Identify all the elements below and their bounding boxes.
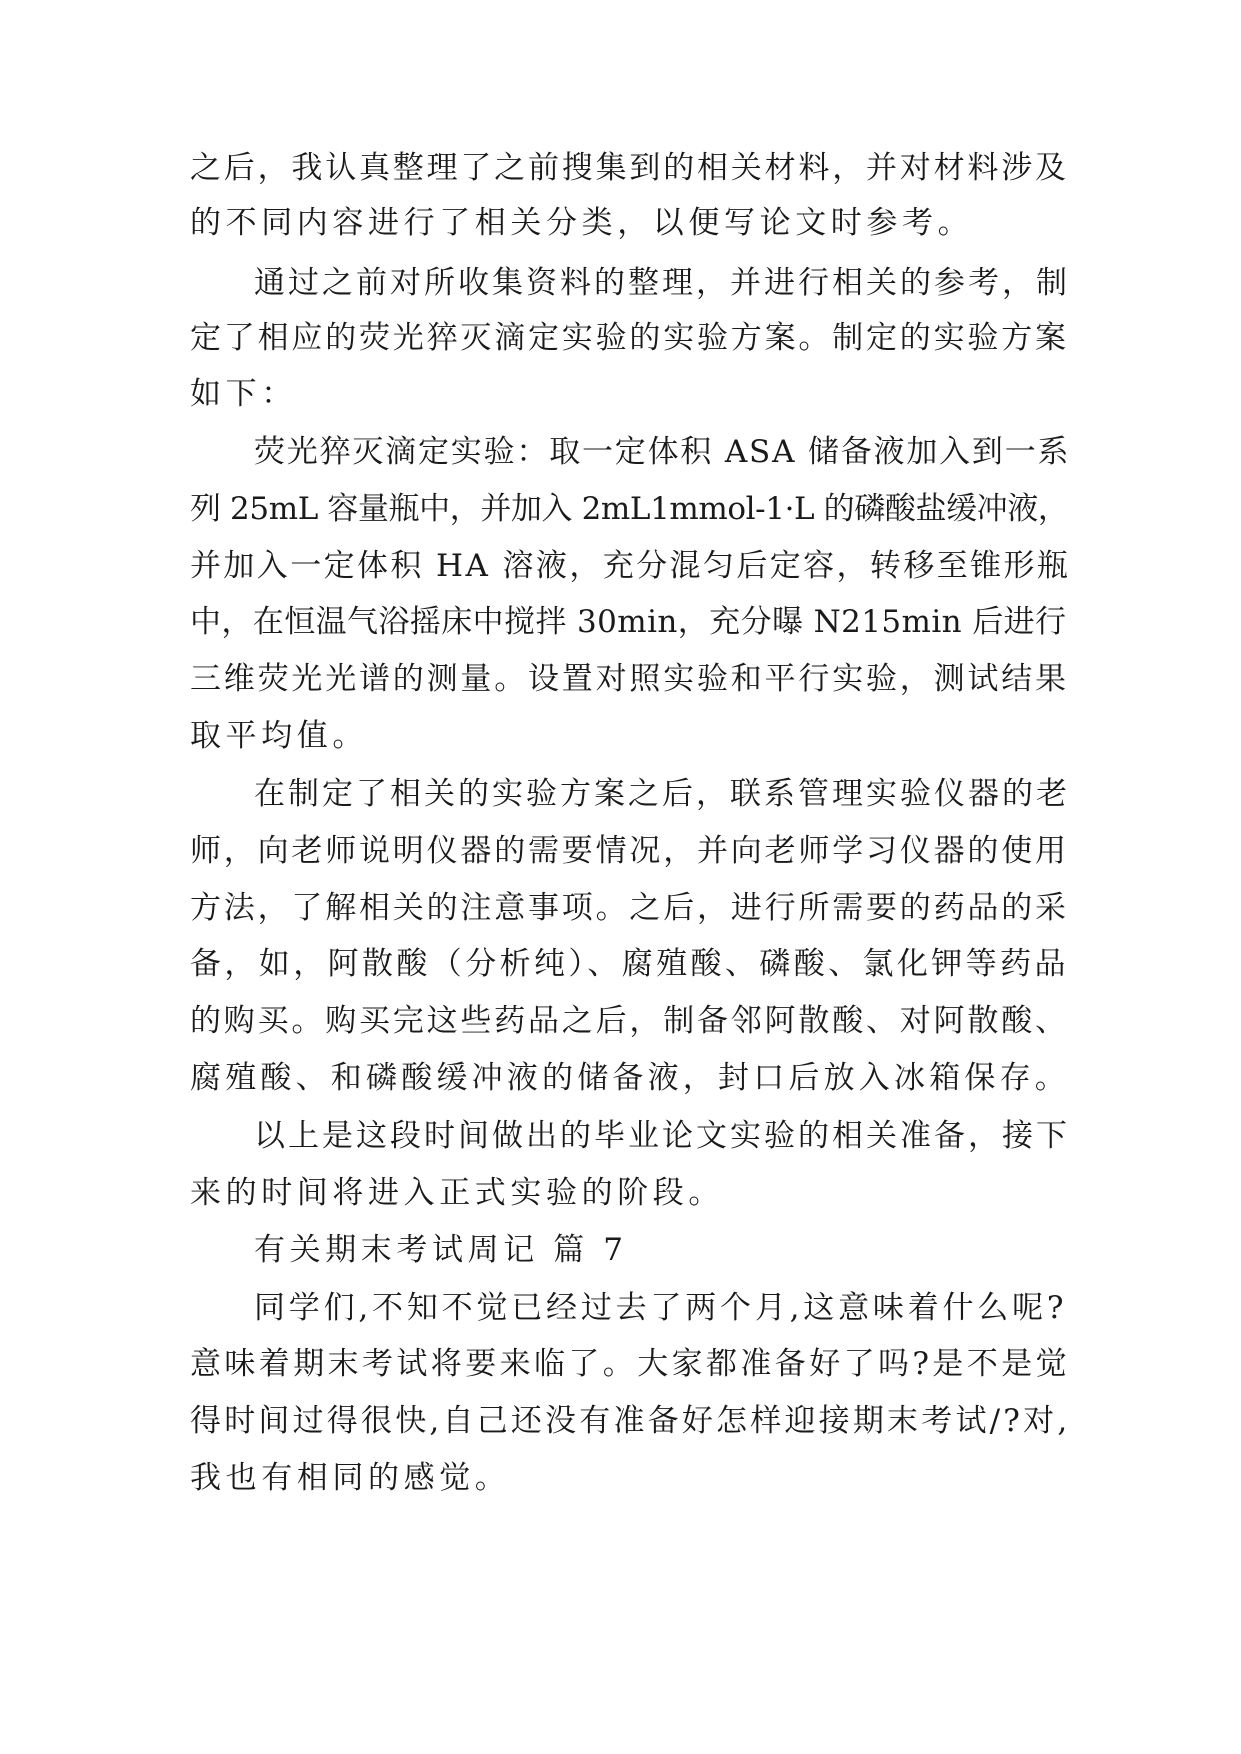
section-heading: 有关期末考试周记 篇 7 bbox=[254, 1232, 628, 1268]
text-line: 三维荧光光谱的测量。设置对照实验和平行实验，测试结果 bbox=[190, 661, 1069, 697]
text-line: 的不同内容进行了相关分类，以便写论文时参考。 bbox=[190, 205, 974, 241]
text-line: 师，向老师说明仪器的需要情况，并向老师学习仪器的使用 bbox=[190, 833, 1069, 869]
text-line: 以上是这段时间做出的毕业论文实验的相关准备，接下 bbox=[254, 1118, 1070, 1154]
text-line: 在制定了相关的实验方案之后，联系管理实验仪器的老 bbox=[254, 776, 1070, 812]
text-line: 来的时间将进入正式实验的阶段。 bbox=[190, 1175, 724, 1211]
text-line: 我也有相同的感觉。 bbox=[190, 1460, 511, 1496]
text-line: 定了相应的荧光猝灭滴定实验的实验方案。制定的实验方案 bbox=[190, 320, 1069, 356]
text-line: 中，在恒温气浴摇床中搅拌 30min，充分曝 N215min 后进行 bbox=[190, 604, 1067, 640]
text-line: 的购买。购买完这些药品之后，制备邻阿散酸、对阿散酸、 bbox=[190, 1003, 1069, 1039]
text-line: 得时间过得很快,自己还没有准备好怎样迎接期末考试/?对, bbox=[190, 1403, 1071, 1439]
text-line: 列 25mL 容量瓶中，并加入 2mL1mmol-1·L 的磷酸盐缓冲液， bbox=[190, 491, 1069, 527]
text-line: 如下： bbox=[190, 376, 297, 412]
text-line: 荧光猝灭滴定实验：取一定体积 ASA 储备液加入到一系 bbox=[254, 434, 1071, 470]
text-line: 并加入一定体积 HA 溶液，充分混匀后定容，转移至锥形瓶 bbox=[190, 548, 1071, 584]
text-line: 取平均值。 bbox=[190, 718, 368, 754]
text-line: 腐殖酸、和磷酸缓冲液的储备液，封口后放入冰箱保存。 bbox=[190, 1060, 1070, 1096]
text-line: 同学们,不知不觉已经过去了两个月,这意味着什么呢? bbox=[254, 1290, 1068, 1326]
text-line: 意味着期末考试将要来临了。大家都准备好了吗?是不是觉 bbox=[190, 1346, 1071, 1382]
text-line: 之后，我认真整理了之前搜集到的相关材料，并对材料涉及 bbox=[190, 150, 1069, 186]
text-line: 方法，了解相关的注意事项。之后，进行所需要的药品的采 bbox=[190, 890, 1069, 926]
text-line: 通过之前对所收集资料的整理，并进行相关的参考，制 bbox=[254, 265, 1070, 301]
text-line: 备，如，阿散酸（分析纯）、腐殖酸、磷酸、氯化钾等药品 bbox=[190, 946, 1069, 982]
